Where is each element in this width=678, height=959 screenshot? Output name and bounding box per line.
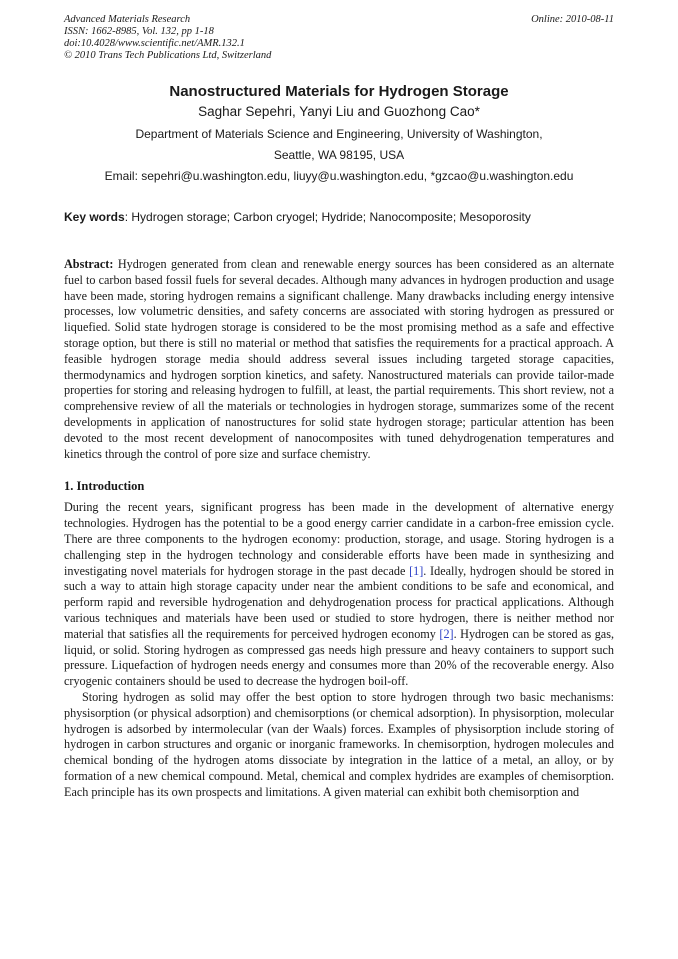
abstract bbox=[64, 257, 614, 462]
section-heading-introduction: 1. Introduction bbox=[64, 479, 145, 494]
journal-header bbox=[64, 14, 614, 62]
introduction-paragraph-2: Storing hydrogen as solid may offer the best option to store hydrogen through two basic mechanisms: physisorption (or physical adsorption) and chemisorptions (or chemical adsorption). In physisorption, molecular hydrogen is adsorbed by intermolecular (van der Waals) forces. Examples of physisorption include storing of hydrogen in carbon structures and organic or inorganic frameworks. In chemisorption, hydrogen molecules and chemical bonding of the hydrogen atoms dissociate by integration in the lattice of a metal, an alloy, or by formation of a new chemical compound. Metal, chemical and complex hydrides are examples of chemisorption. Each principle has its own prospects and limitations. A given material can exhibit both chemisorption and bbox=[64, 689, 614, 799]
keywords-text: : Hydrogen storage; Carbon cryogel; Hydride; Nanocomposite; Mesoporosity bbox=[124, 210, 531, 224]
affiliation-line-2: Seattle, WA 98195, USA bbox=[273, 148, 405, 162]
copyright-line: © 2010 Trans Tech Publications Ltd, Switzerland bbox=[64, 50, 272, 61]
abstract-text: Hydrogen generated from clean and renewable energy sources has been considered as an alternate fuel to carbon based fossil fuels for several decades. Although many advances in hydrogen production and usage have been made, storing hydrogen remains a significant challenge. Many drawbacks including energy intensive processes, low volumetric densities, and safety concerns are associated with storing hydrogen as pressured or liquefied. Solid state hydrogen storage is considered to be the most promising method as a safe and effective storage option, but there is still no material or method that satisfies the requirements for a practical approach. A feasible hydrogen storage media should address several issues including targeted storage capacities, thermodynamics and hydrogen sorption kinetics, and safety. Nanostructured materials can provide tailor-made properties for storing and releasing hydrogen to fulfill, at least, the partial requirements. This short review, not a comprehensive review of all the materials or technologies in hydrogen storage, summarizes some of the recent developments in application of nanostructures for solid state hydrogen storage; particular attention has been devoted to the most recent development of nanocomposites with tuned dehydrogenation temperatures and kinetics through the control of pore size and surface chemistry. bbox=[64, 257, 614, 461]
keywords bbox=[64, 210, 614, 225]
doi-line: doi:10.4028/www.scientific.net/AMR.132.1 bbox=[64, 38, 245, 49]
affiliation-line-1: Department of Materials Science and Engineering, University of Washington, bbox=[135, 127, 543, 141]
abstract-label: Abstract: bbox=[64, 257, 114, 271]
citation-link-2[interactable]: [2] bbox=[439, 626, 454, 641]
para1-text-a: During the recent years, significant progress has been made in the development of alternative energy technologies. Hydrogen has the potential to be a good energy carrier candidate in a carbon-free emission cycle. There are three components to the hydrogen economy: production, storage, and usage. Storing hydrogen is a challenging step in the hydrogen technology and considerable efforts have been made in synthesizing and investigating novel materials for hydrogen storage in the past decade bbox=[64, 500, 614, 578]
author-list: Saghar Sepehri, Yanyi Liu and Guozhong Cao* bbox=[198, 104, 480, 119]
issn-line: ISSN: 1662-8985, Vol. 132, pp 1-18 bbox=[64, 26, 214, 37]
keywords-label: Key words bbox=[64, 210, 125, 224]
para1-text-b: . Ideally, hydrogen should be stored in such a way to attain high storage capacity under near the ambient conditions to be safe and economical, and perform rapid and reversible hydrogenation and dehydrogenation process for practical applications. Although various techniques and materials have been used or studied to store hydrogen, there is neither method nor material that satisfies all the requirements for perceived hydrogen economy bbox=[64, 563, 614, 641]
introduction-paragraph-1 bbox=[64, 500, 614, 690]
online-date: Online: 2010-08-11 bbox=[531, 14, 614, 25]
para1-text-c: . Hydrogen can be stored as gas, liquid, or solid. Storing hydrogen as compressed gas needs high pressure and heavy containers to support such pressure. Liquefaction of hydrogen needs energy and consumes more than 20% of the recoverable energy. Also cryogenic containers should be used to decrease the hydrogen boil-off. bbox=[64, 626, 615, 689]
email-line: Email: sepehri@u.washington.edu, liuyy@u.washington.edu, *gzcao@u.washington.edu bbox=[104, 169, 574, 183]
paper-title: Nanostructured Materials for Hydrogen Storage bbox=[169, 83, 509, 100]
journal-name: Advanced Materials Research bbox=[64, 14, 191, 25]
paper-page bbox=[64, 14, 614, 801]
citation-link-1[interactable]: [1] bbox=[409, 563, 424, 578]
